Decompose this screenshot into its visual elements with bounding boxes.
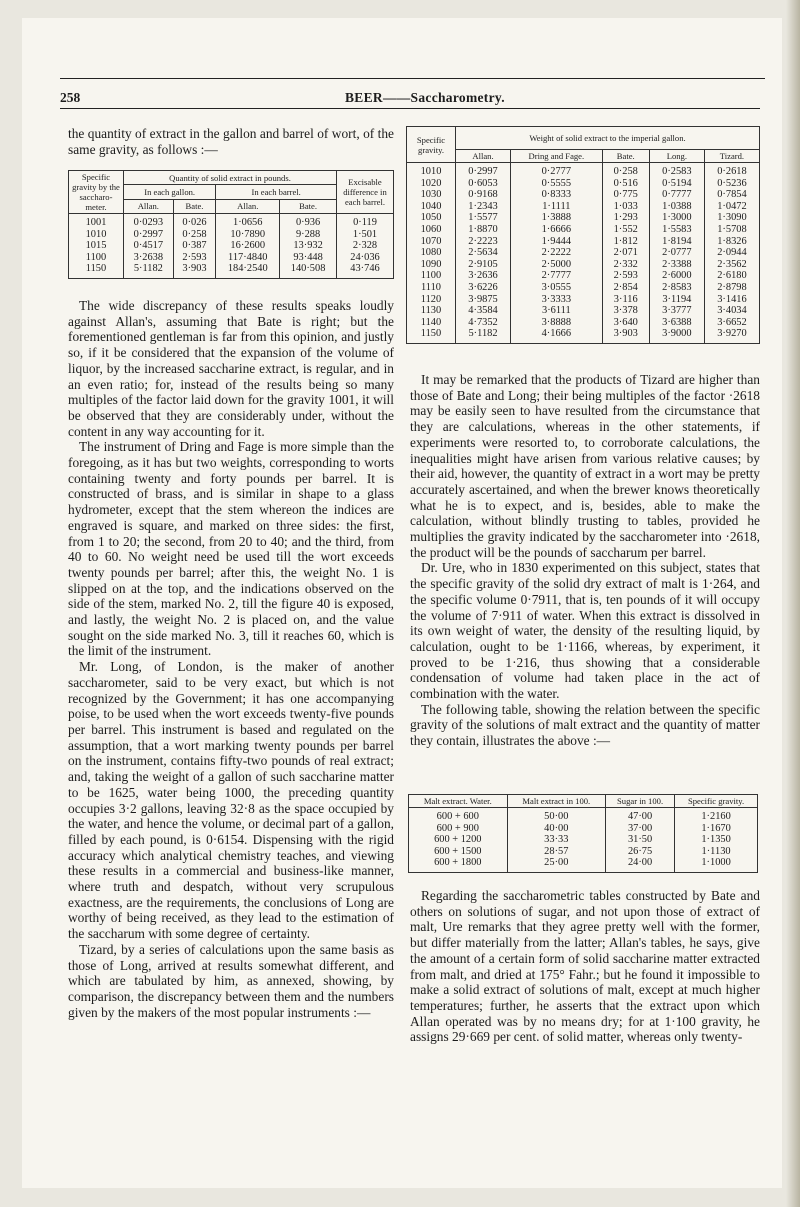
- t2-cell: 3·6652: [704, 317, 759, 329]
- t1-row: [69, 252, 394, 264]
- t2-cell: 1·5577: [456, 212, 511, 224]
- t2-cell: 0·258: [602, 163, 649, 178]
- t2-cell: 2·0944: [704, 247, 759, 259]
- t1-cell: 43·746: [337, 263, 394, 278]
- t2-cell: 4·7352: [456, 317, 511, 329]
- t2-cell: 0·8333: [511, 189, 603, 201]
- t2-cell: 2·2223: [456, 236, 511, 248]
- t2-cell: 0·7854: [704, 189, 759, 201]
- t2-cell: 0·7777: [649, 189, 704, 201]
- t2-cell: 2·854: [602, 282, 649, 294]
- t1-cell: 1010: [69, 229, 124, 241]
- t1-cell: 0·2997: [124, 229, 174, 241]
- t3-cell: 1·1130: [675, 846, 758, 858]
- table-extract-per-gallon-barrel: [68, 170, 394, 279]
- t3-col-header: Specific gravity.: [675, 795, 758, 808]
- t2-header-weight: Weight of solid extract to the imperial gallon.: [456, 127, 760, 150]
- left-paragraph-1: The wide discrepancy of these results speaks loudly against Allan's, assuming that Bate is right; but the forementioned gentleman is far from this opinion, and justly so, if it be considered that the expansion of the volume of liquor, by the increased saccharine extract, is regular, and in an even ratio; for, instead of the results being so many multiples of the factor laid down for the gravity 1001, it will be observed that they are considerably under, without the content in any way accounting for it.: [68, 298, 394, 439]
- t2-cell: 1·5583: [649, 224, 704, 236]
- t2-cell: 2·8798: [704, 282, 759, 294]
- t2-header-cols: [407, 150, 760, 163]
- t2-cell: 1·0388: [649, 201, 704, 213]
- t2-cell: 1070: [407, 236, 456, 248]
- t2-cell: 3·6388: [649, 317, 704, 329]
- t1-cell: 1100: [69, 252, 124, 264]
- t1-cell: 2·328: [337, 240, 394, 252]
- t3-cell: 24·00: [606, 857, 675, 872]
- t3-body: [409, 808, 758, 873]
- t2-cell: 1120: [407, 294, 456, 306]
- left-paragraph-4: Tizard, by a series of calculations upon the same basis as those of Long, arrived at results somewhat different, and which are tabulated by him, as annexed, showing, by comparison, the discrepancy between them and the numbers given by the makers of the most popular instruments :—: [68, 941, 394, 1020]
- t2-col-header: Dring and Fage.: [511, 150, 603, 163]
- t3-cell: 1·1000: [675, 857, 758, 872]
- t2-cell: 2·332: [602, 259, 649, 271]
- t3-cell: 600 + 1200: [409, 834, 508, 846]
- running-title: BEER——Saccharometry.: [345, 90, 505, 105]
- t1-row: [69, 263, 394, 278]
- t2-cell: 3·1416: [704, 294, 759, 306]
- t2-cell: 1·0472: [704, 201, 759, 213]
- t2-cell: 0·516: [602, 178, 649, 190]
- t1-header-allan-barrel: Allan.: [216, 199, 280, 213]
- t3-cell: 1·1670: [675, 823, 758, 835]
- t3-cell: 37·00: [606, 823, 675, 835]
- t2-cell: 1·9444: [511, 236, 603, 248]
- t2-cell: 3·6226: [456, 282, 511, 294]
- t2-cell: 1090: [407, 259, 456, 271]
- t3-cell: 26·75: [606, 846, 675, 858]
- t2-header-gravity: Specific gravity.: [407, 127, 456, 163]
- t2-cell: 3·2636: [456, 270, 511, 282]
- t1-cell: 93·448: [280, 252, 337, 264]
- t2-row: [407, 328, 760, 343]
- table-malt-extract-solutions: [408, 794, 758, 873]
- t2-row: [407, 270, 760, 282]
- t3-row: [409, 857, 758, 872]
- t1-header-allan-gallon: Allan.: [124, 199, 174, 213]
- t3-cell: 600 + 1800: [409, 857, 508, 872]
- t2-cell: 2·7777: [511, 270, 603, 282]
- t2-cell: 0·5236: [704, 178, 759, 190]
- right-paragraph-4: Regarding the saccharometric tables constructed by Bate and others on solutions of sugar, and not upon those of extract of malt, Ure remarks that they agree pretty well with the former, but differ materially from the latter; Allan's tables, he says, give the amount of a certain form of solid saccharine matter extracted from malt, and dried at 175° Fahr.; but he found it impossible to make a solid extract of solutions of malt, except at much higher temperatures; further, he asserts that the extract upon which Allan operated was by no means dry; for at 1·100 gravity, he assigns 29·669 per cent. of solid matter, whereas only twenty-: [410, 888, 760, 1045]
- t1-row: [69, 214, 394, 229]
- t2-cell: 1·3000: [649, 212, 704, 224]
- t2-body: [407, 163, 760, 344]
- t1-header-gravity: Specific gravity by the saccharo-meter.: [69, 171, 124, 214]
- t2-cell: 1·8326: [704, 236, 759, 248]
- right-body-top: [410, 372, 760, 749]
- t2-cell: 1·3888: [511, 212, 603, 224]
- t2-cell: 3·9270: [704, 328, 759, 343]
- t3-header-cols: [409, 795, 758, 808]
- t2-cell: 0·2583: [649, 163, 704, 178]
- t1-cell: 13·932: [280, 240, 337, 252]
- t2-cell: 1130: [407, 305, 456, 317]
- t1-cell: 5·1182: [124, 263, 174, 278]
- t1-cell: 3·2638: [124, 252, 174, 264]
- t3-col-header: Malt extract. Water.: [409, 795, 508, 808]
- t2-cell: 3·3333: [511, 294, 603, 306]
- t1-cell: 0·119: [337, 214, 394, 229]
- t2-cell: 1·293: [602, 212, 649, 224]
- t2-cell: 3·1194: [649, 294, 704, 306]
- left-body: [68, 298, 394, 1020]
- t3-cell: 600 + 900: [409, 823, 508, 835]
- t1-header-gallon: In each gallon.: [124, 185, 216, 199]
- t2-cell: 3·8888: [511, 317, 603, 329]
- left-paragraph-2: The instrument of Dring and Fage is more simple than the foregoing, as it has but two weights, corresponding to worts containing twenty and forty pounds per barrel. It is constructed of brass, and is similar in shape to a glass hydrometer, except that the stem whereon the indices are engraved is square, and marked on three sides: the first, from 1 to 20; the second, from 20 to 40; and the third, from 40 to 60. No weight need be used till the wort exceeds twenty pounds per barrel; after this, the weight No. 1 is slipped on at the top, and the indications observed on the side of the stem, marked No. 2, till the figure 40 is exposed, and lastly, the weight No. 2 is placed on, and the value sought on the side marked No. 3, till it reaches 60, which is the limit of the instrument.: [68, 439, 394, 659]
- t2-cell: 3·0555: [511, 282, 603, 294]
- right-paragraph-1: It may be remarked that the products of Tizard are higher than those of Bate and Long; their being multiples of the factor ·2618 may be easily seen to have resulted from the circumstance that they are calculations, whereas in the other statements, if experiments were resorted to, to corroborate calculations, the inequalities might have arisen from various relative causes; by their aid, however, the quantity of extract in a wort may be pretty accurately ascertained, and when the brewer knows theoretically what he is to expect, and is, besides, able to make the calculation, without blindly trusting to tables, provided he multiplies the gravity indicated by the saccharometer into ·2618, the product will be the pounds of saccharum per barrel.: [410, 372, 760, 560]
- t3-cell: 40·00: [507, 823, 605, 835]
- left-intro: [68, 126, 394, 157]
- t2-cell: 1020: [407, 178, 456, 190]
- t1-row: [69, 229, 394, 241]
- t1-cell: 0·026: [173, 214, 216, 229]
- intro-paragraph: the quantity of extract in the gallon and barrel of wort, of the same gravity, as follows :—: [68, 126, 394, 157]
- t1-cell: 0·4517: [124, 240, 174, 252]
- t1-cell: 0·258: [173, 229, 216, 241]
- t2-cell: 1010: [407, 163, 456, 178]
- t3-cell: 33·33: [507, 834, 605, 846]
- t2-cell: 2·9105: [456, 259, 511, 271]
- t1-header-bate-gallon: Bate.: [173, 199, 216, 213]
- t1-cell: 117·4840: [216, 252, 280, 264]
- t2-col-header: Tizard.: [704, 150, 759, 163]
- t1-cell: 24·036: [337, 252, 394, 264]
- t1-cell: 1001: [69, 214, 124, 229]
- t2-cell: 1110: [407, 282, 456, 294]
- t3-col-header: Malt extract in 100.: [507, 795, 605, 808]
- t3-row: [409, 808, 758, 823]
- t1-cell: 140·508: [280, 263, 337, 278]
- t3-cell: 25·00: [507, 857, 605, 872]
- t3-cell: 31·50: [606, 834, 675, 846]
- t2-cell: 1080: [407, 247, 456, 259]
- t2-cell: 1040: [407, 201, 456, 213]
- t2-cell: 2·5000: [511, 259, 603, 271]
- t2-cell: 1060: [407, 224, 456, 236]
- t2-cell: 1030: [407, 189, 456, 201]
- t3-cell: 47·00: [606, 808, 675, 823]
- t2-cell: 3·378: [602, 305, 649, 317]
- t2-cell: 1·8870: [456, 224, 511, 236]
- t2-cell: 0·5555: [511, 178, 603, 190]
- t2-row: [407, 317, 760, 329]
- t3-cell: 1·2160: [675, 808, 758, 823]
- t2-cell: 2·2222: [511, 247, 603, 259]
- t2-cell: 0·775: [602, 189, 649, 201]
- table-weight-per-gallon: [406, 126, 760, 344]
- t1-header-quantity: Quantity of solid extract in pounds.: [124, 171, 337, 185]
- running-header: [60, 90, 760, 110]
- t2-cell: 3·9875: [456, 294, 511, 306]
- t1-cell: 0·936: [280, 214, 337, 229]
- page-edge-shadow: [786, 0, 800, 1207]
- t2-row: [407, 212, 760, 224]
- right-body-bottom: [410, 888, 760, 1045]
- t3-cell: 600 + 600: [409, 808, 508, 823]
- t2-cell: 2·3562: [704, 259, 759, 271]
- t3-row: [409, 834, 758, 846]
- t2-cell: 2·6000: [649, 270, 704, 282]
- t2-row: [407, 178, 760, 190]
- t1-cell: 10·7890: [216, 229, 280, 241]
- t2-row: [407, 224, 760, 236]
- left-paragraph-3: Mr. Long, of London, is the maker of another saccharometer, said to be very exact, but which is not recognized by the Government; it has one accompanying poise, to be used when the wort exceeds twenty-five pounds per barrel. This instrument is based and regulated on the assumption, that a wort marking twenty pounds per barrel on the instrument, contains fifty-two pounds of real extract; and, taking the weight of a gallon of such saccharine matter to be 1625, water being 1000, the preceding quantity occupies 3·2 gallons, leaving 32·8 as the space occupied by the water, and hence the volume, or decimal part of a gallon, filled by each pound, is 0·6154. Dispensing with the rigid accuracy which analytical chemistry teaches, and viewing these results in a commercial and business-like manner, where truth and despatch, without very scrupulous exactness, are the requirements, the conclusions of Long are worthy of being received, as they lead to the estimation of the saccharum with some degree of certainty.: [68, 659, 394, 942]
- t2-cell: 3·9000: [649, 328, 704, 343]
- t2-col-header: Allan.: [456, 150, 511, 163]
- t2-cell: 2·071: [602, 247, 649, 259]
- t2-cell: 1·2343: [456, 201, 511, 213]
- t2-cell: 1·1111: [511, 201, 603, 213]
- t1-cell: 9·288: [280, 229, 337, 241]
- t2-cell: 1·812: [602, 236, 649, 248]
- t2-cell: 1150: [407, 328, 456, 343]
- t2-cell: 0·2997: [456, 163, 511, 178]
- t2-cell: 2·0777: [649, 247, 704, 259]
- t2-row: [407, 305, 760, 317]
- t2-cell: 3·640: [602, 317, 649, 329]
- t2-cell: 4·1666: [511, 328, 603, 343]
- top-rule: [60, 78, 765, 79]
- t1-cell: 0·387: [173, 240, 216, 252]
- t1-row: [69, 240, 394, 252]
- t2-cell: 1050: [407, 212, 456, 224]
- t1-header-excisable: Excisable difference in each barrel.: [337, 171, 394, 214]
- t3-cell: 28·57: [507, 846, 605, 858]
- right-paragraph-3: The following table, showing the relation between the specific gravity of the solutions of malt extract and the quantity of matter they contain, illustrates the above :—: [410, 701, 760, 749]
- t2-row: [407, 201, 760, 213]
- t1-cell: 16·2600: [216, 240, 280, 252]
- t1-header-bate-barrel: Bate.: [280, 199, 337, 213]
- t2-cell: 0·2618: [704, 163, 759, 178]
- t1-cell: 2·593: [173, 252, 216, 264]
- t1-cell: 1·501: [337, 229, 394, 241]
- t2-cell: 2·5634: [456, 247, 511, 259]
- t2-cell: 3·903: [602, 328, 649, 343]
- t2-row: [407, 236, 760, 248]
- t3-cell: 1·1350: [675, 834, 758, 846]
- t2-cell: 1·552: [602, 224, 649, 236]
- t2-row: [407, 259, 760, 271]
- t2-cell: 2·593: [602, 270, 649, 282]
- t2-cell: 0·6053: [456, 178, 511, 190]
- t2-cell: 0·9168: [456, 189, 511, 201]
- t1-cell: 1150: [69, 263, 124, 278]
- t2-col-header: Bate.: [602, 150, 649, 163]
- t1-cell: 1·0656: [216, 214, 280, 229]
- t2-cell: 1·8194: [649, 236, 704, 248]
- right-paragraph-2: Dr. Ure, who in 1830 experimented on this subject, states that the specific gravity of the solid dry extract of malt is 1·264, and the specific volume 0·7911, that is, ten pounds of it will occupy the volume of 7·911 of water. When this extract is dissolved in its own weight of water, the density of the resulting liquid, by calculation, ought to be 1·1166, whereas, by experiment, it proved to be 1·216, thus showing that a considerable condensation of volume had taken place in the act of combination with the water.: [410, 560, 760, 702]
- t2-cell: 2·3388: [649, 259, 704, 271]
- t3-row: [409, 823, 758, 835]
- t2-cell: 2·8583: [649, 282, 704, 294]
- t1-body: [69, 214, 394, 279]
- t2-cell: 1·5708: [704, 224, 759, 236]
- t2-row: [407, 247, 760, 259]
- t2-cell: 5·1182: [456, 328, 511, 343]
- t2-cell: 3·116: [602, 294, 649, 306]
- t2-col-header: Long.: [649, 150, 704, 163]
- t3-cell: 600 + 1500: [409, 846, 508, 858]
- t2-cell: 3·3777: [649, 305, 704, 317]
- t3-col-header: Sugar in 100.: [606, 795, 675, 808]
- t2-row: [407, 282, 760, 294]
- t2-cell: 1140: [407, 317, 456, 329]
- t1-header-barrel: In each barrel.: [216, 185, 337, 199]
- header-rule: [60, 108, 760, 109]
- t1-cell: 184·2540: [216, 263, 280, 278]
- page-number: 258: [60, 90, 81, 105]
- t2-cell: 2·6180: [704, 270, 759, 282]
- t2-cell: 3·6111: [511, 305, 603, 317]
- t2-cell: 1100: [407, 270, 456, 282]
- t3-cell: 50·00: [507, 808, 605, 823]
- t2-cell: 4·3584: [456, 305, 511, 317]
- t1-cell: 0·0293: [124, 214, 174, 229]
- t2-cell: 1·6666: [511, 224, 603, 236]
- t1-cell: 3·903: [173, 263, 216, 278]
- t1-cell: 1015: [69, 240, 124, 252]
- t2-cell: 0·2777: [511, 163, 603, 178]
- t2-cell: 1·3090: [704, 212, 759, 224]
- t2-row: [407, 189, 760, 201]
- t2-row: [407, 163, 760, 178]
- t2-cell: 3·4034: [704, 305, 759, 317]
- t2-cell: 0·5194: [649, 178, 704, 190]
- t2-row: [407, 294, 760, 306]
- t2-cell: 1·033: [602, 201, 649, 213]
- t3-row: [409, 846, 758, 858]
